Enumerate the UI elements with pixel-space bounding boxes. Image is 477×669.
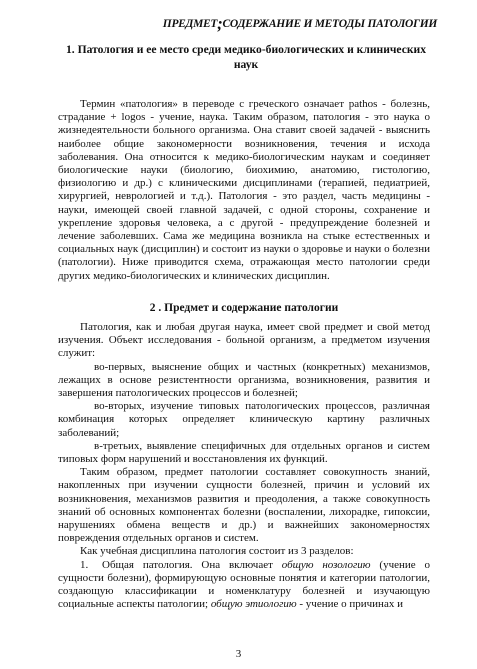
section2-summary: Таким образом, предмет патологии составляет совокупность знаний, накопленных при изучении сущности болезней, причин и условий их возникновения, механизмов развития и преодоления, а также совокупность знаний об основных компонентах болезни (воспалении, лихорадке, гипоксии, нарушениях обмена веществ и др.) и важнейших закономерностях повреждения отдельных органов и систем. <box>58 466 430 545</box>
running-head-part2: СОДЕРЖАНИЕ И МЕТОДЫ ПАТОЛОГИИ <box>222 18 437 30</box>
section2-item-1: во-первых, выяснение общих и частных (конкретных) механизмов, лежащих в основе резистентности организма, возникновения, развития и завершения патологических процессов и болезней; <box>58 360 430 400</box>
section2-intro: Патология, как и любая другая наука, имеет свой предмет и свой метод изучения. Объект исследования - больной организм, а предметом изучения служит: <box>58 321 430 360</box>
list-emphasis-a: общую нозологию <box>281 558 371 571</box>
list-number: 1. <box>80 558 89 571</box>
page-number: 3 <box>235 648 242 660</box>
section1-body <box>58 98 430 283</box>
section2-heading: 2 . Предмет и содержание патологии <box>149 302 339 314</box>
list-text-a: Общая патология. Она включает <box>102 558 282 571</box>
running-head <box>163 12 437 32</box>
section2-item-3: в-третьих, выявление специфичных для отдельных органов и систем типовых форм нарушений и восстановления их функций. <box>58 439 430 466</box>
section1-heading: 1. Патология и ее место среди медико-биологических и клинических наук <box>65 43 427 71</box>
list-emphasis-b: общую этиологию <box>210 598 297 611</box>
list-text-c: - учение о причинах и <box>296 598 403 611</box>
running-head-part1: ПРЕДМЕТ <box>162 18 218 30</box>
section2-body <box>58 321 430 611</box>
list-text-b: (учение о сущности болезни), формирующую основные понятия и категории патологии, создающую классификации и номенклатуру болезней и изучающую социальные аспекты патологии; <box>58 558 431 611</box>
section2-sections-intro: Как учебная дисциплина патология состоит из 3 разделов: <box>80 545 354 558</box>
section2-list-item-1 <box>58 559 430 612</box>
section2-item-2: во-вторых, изучение типовых патологических процессов, различная комбинация которых определяет клиническую картину различных заболеваний; <box>58 400 430 439</box>
section1-paragraph: Термин «патология» в переводе с греческого означает pathos - болезнь, страдание + logos - учение, наука. Таким образом, патология - это наука о жизнедеятельности больного организма. Она ставит своей задачей - выяснить наиболее общие закономерности возникновения, течения и исхода заболевания. Она относится к медико-биологическим наукам и соединяет биологические науки (биологию, биохимию, анатомию, гистологию, физиологию и др.) с клиническими дисциплинами (терапией, педиатрией, хирургией, неврологией и т.д.). Патология - это раздел, часть медицины - науки, имеющей своей главной задачей, с одной стороны, сохранение и укрепление здоровья человека, а с другой - предупреждение болезней и лечение заболевших. Сама же медицина возникла на стыке естественных и социальных наук (дисциплин) и состоит из науки о здоровье и науки о болезни (патологии). Ниже приводится схема, отражающая место патологии среди других медико-биологических и клинических дисциплин. <box>58 98 430 282</box>
running-head-separator: ; <box>217 14 223 33</box>
